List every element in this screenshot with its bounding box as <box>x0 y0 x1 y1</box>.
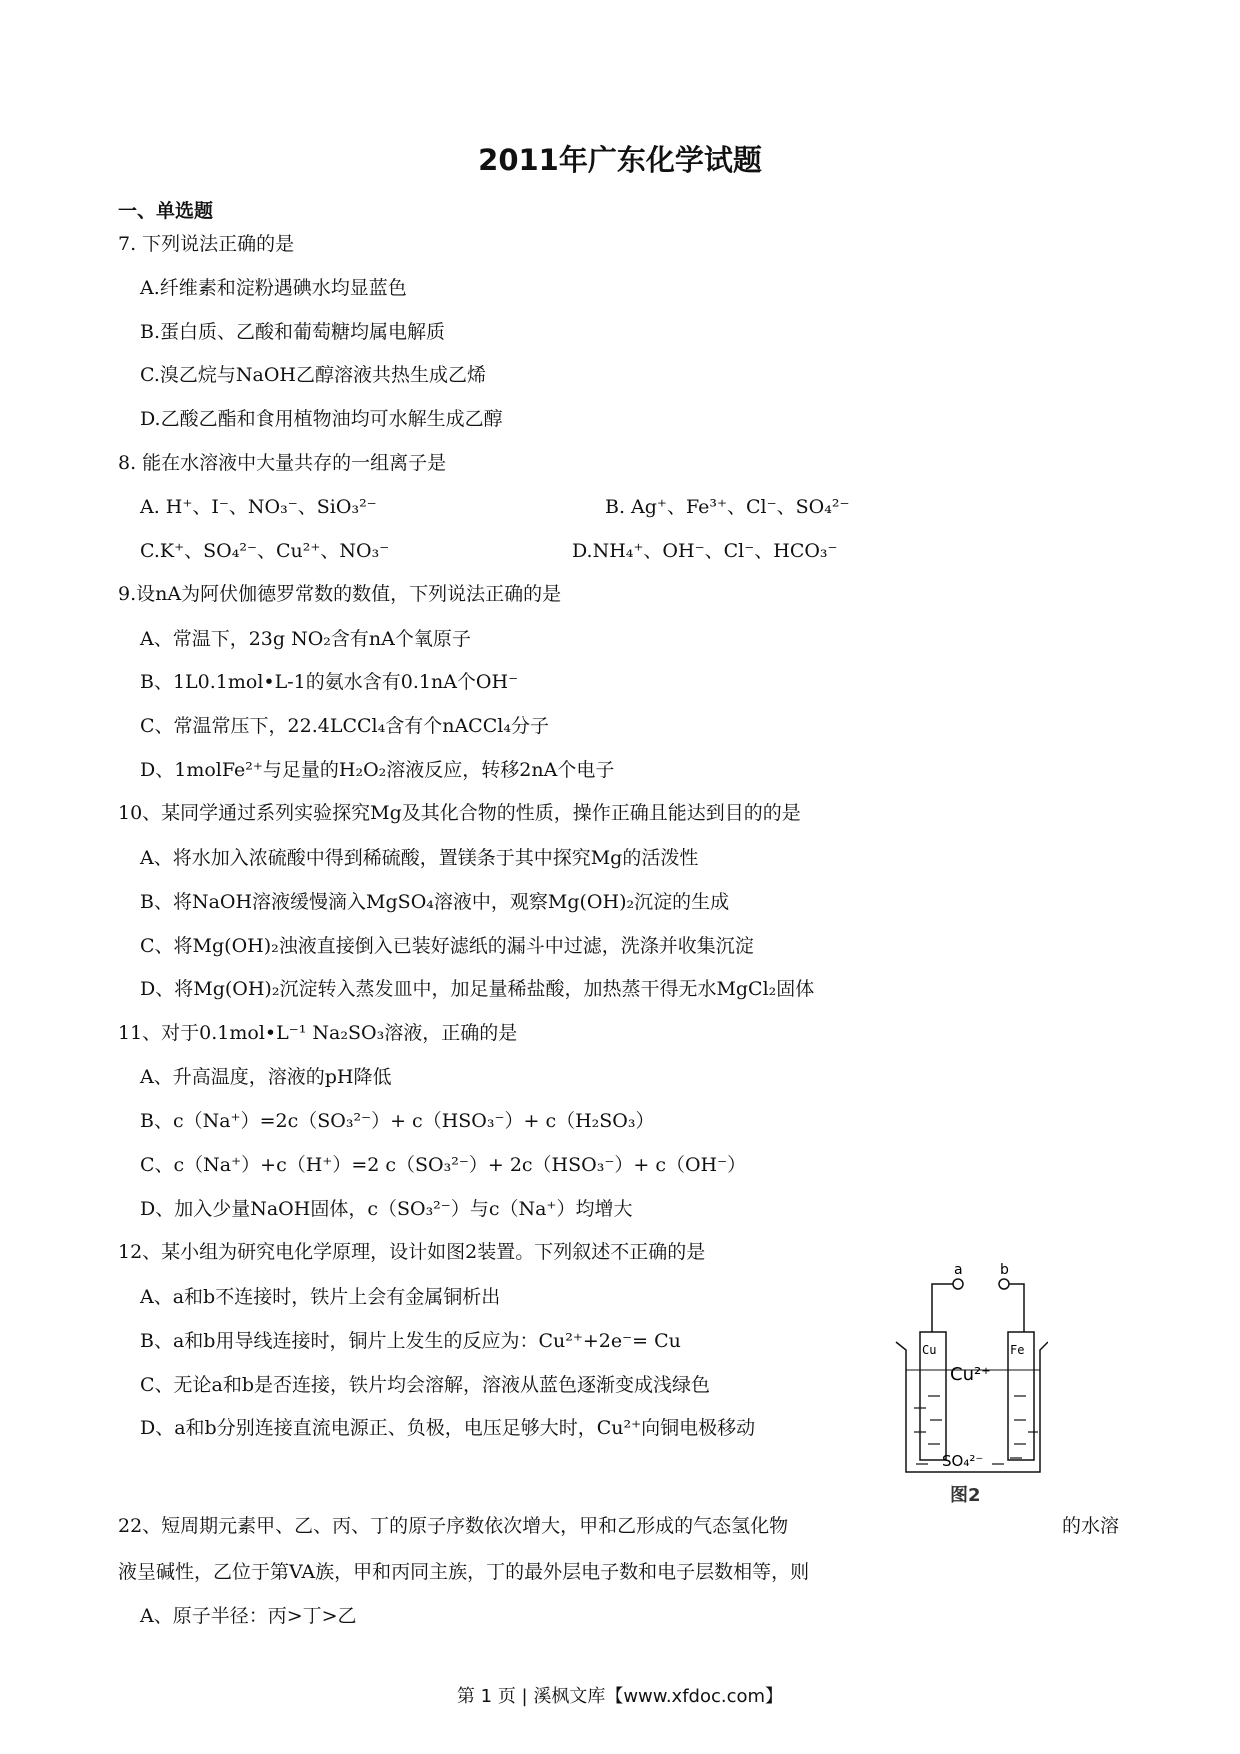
question-22-stem-line-1-tail: 的水溶 <box>1062 1515 1120 1537</box>
question-11-stem: 11、对于0.1mol•L⁻¹ Na₂SO₃溶液，正确的是 <box>118 1022 518 1044</box>
figure-caption: 图2 <box>950 1485 981 1506</box>
question-11-option-a: A、升高温度，溶液的pH降低 <box>140 1066 392 1088</box>
question-7-option-a: A.纤维素和淀粉遇碘水均显蓝色 <box>140 277 407 299</box>
question-10-stem: 10、某同学通过系列实验探究Mg及其化合物的性质，操作正确且能达到目的的是 <box>118 802 801 824</box>
question-12-option-a: A、a和b不连接时，铁片上会有金属铜析出 <box>140 1286 501 1308</box>
cu-electrode-label: Cu <box>922 1343 937 1357</box>
question-22-stem-line-2: 液呈碱性，乙位于第VA族，甲和丙同主族，丁的最外层电子数和电子层数相等，则 <box>118 1561 810 1583</box>
question-12-stem: 12、某小组为研究电化学原理，设计如图2装置。下列叙述不正确的是 <box>118 1241 706 1263</box>
terminal-b <box>999 1279 1009 1289</box>
question-9-stem: 9.设nA为阿伏伽德罗常数的数值，下列说法正确的是 <box>118 583 562 605</box>
question-8-option-b: B. Ag⁺、Fe³⁺、Cl⁻、SO₄²⁻ <box>605 496 850 518</box>
question-12-option-b: B、a和b用导线连接时，铜片上发生的反应为：Cu²⁺+2e⁻= Cu <box>140 1330 681 1352</box>
question-22-stem-line-1: 22、短周期元素甲、乙、丙、丁的原子序数依次增大，甲和乙形成的气态氢化物 <box>118 1515 789 1537</box>
question-22-option-a: A、原子半径：丙>丁>乙 <box>140 1605 357 1627</box>
sulfate-ion-label: SO₄²⁻ <box>942 1452 984 1470</box>
question-9-option-b: B、1L0.1mol•L-1的氨水含有0.1nA个OH⁻ <box>140 671 519 693</box>
fe-electrode-label: Fe <box>1010 1343 1025 1357</box>
question-10-option-d: D、将Mg(OH)₂沉淀转入蒸发皿中，加足量稀盐酸，加热蒸干得无水MgCl₂固体 <box>140 978 815 1000</box>
question-9-option-c: C、常温常压下，22.4LCCl₄含有个nACCl₄分子 <box>140 715 549 737</box>
question-8-option-c: C.K⁺、SO₄²⁻、Cu²⁺、NO₃⁻ <box>140 540 390 562</box>
terminal-b-label: b <box>1000 1262 1009 1278</box>
page-title: 2011年广东化学试题 <box>478 143 762 177</box>
terminal-a-label: a <box>954 1262 963 1278</box>
cu-ion-label: Cu²⁺ <box>950 1364 991 1385</box>
question-7-stem: 7. 下列说法正确的是 <box>118 233 295 255</box>
electrochemical-cell-figure <box>888 1260 1048 1480</box>
question-7-option-b: B.蛋白质、乙酸和葡萄糖均属电解质 <box>140 321 446 343</box>
question-9-option-a: A、常温下，23g NO₂含有nA个氧原子 <box>140 628 471 650</box>
question-11-option-b: B、c（Na⁺）=2c（SO₃²⁻）+ c（HSO₃⁻）+ c（H₂SO₃） <box>140 1110 655 1132</box>
terminal-a <box>953 1279 963 1289</box>
question-12-option-c: C、无论a和b是否连接，铁片均会溶解，溶液从蓝色逐渐变成浅绿色 <box>140 1374 711 1396</box>
question-8-option-a: A. H⁺、I⁻、NO₃⁻、SiO₃²⁻ <box>140 496 377 518</box>
question-7-option-c: C.溴乙烷与NaOH乙醇溶液共热生成乙烯 <box>140 364 486 386</box>
question-11-option-d: D、加入少量NaOH固体，c（SO₃²⁻）与c（Na⁺）均增大 <box>140 1198 633 1220</box>
question-8-option-d: D.NH₄⁺、OH⁻、Cl⁻、HCO₃⁻ <box>572 540 838 562</box>
page-footer: 第 1 页 | 溪枫文库【www.xfdoc.com】 <box>456 1686 784 1707</box>
question-10-option-c: C、将Mg(OH)₂浊液直接倒入已装好滤纸的漏斗中过滤，洗涤并收集沉淀 <box>140 935 754 957</box>
question-11-option-c: C、c（Na⁺）+c（H⁺）=2 c（SO₃²⁻）+ 2c（HSO₃⁻）+ c（OH⁻） <box>140 1154 747 1176</box>
question-12-option-d: D、a和b分别连接直流电源正、负极，电压足够大时，Cu²⁺向铜电极移动 <box>140 1417 756 1439</box>
question-10-option-a: A、将水加入浓硫酸中得到稀硫酸，置镁条于其中探究Mg的活泼性 <box>140 847 699 869</box>
question-9-option-d: D、1molFe²⁺与足量的H₂O₂溶液反应，转移2nA个电子 <box>140 759 615 781</box>
question-7-option-d: D.乙酸乙酯和食用植物油均可水解生成乙醇 <box>140 408 503 430</box>
section-heading: 一、单选题 <box>118 200 214 222</box>
question-10-option-b: B、将NaOH溶液缓慢滴入MgSO₄溶液中，观察Mg(OH)₂沉淀的生成 <box>140 891 730 913</box>
question-8-stem: 8. 能在水溶液中大量共存的一组离子是 <box>118 452 447 474</box>
